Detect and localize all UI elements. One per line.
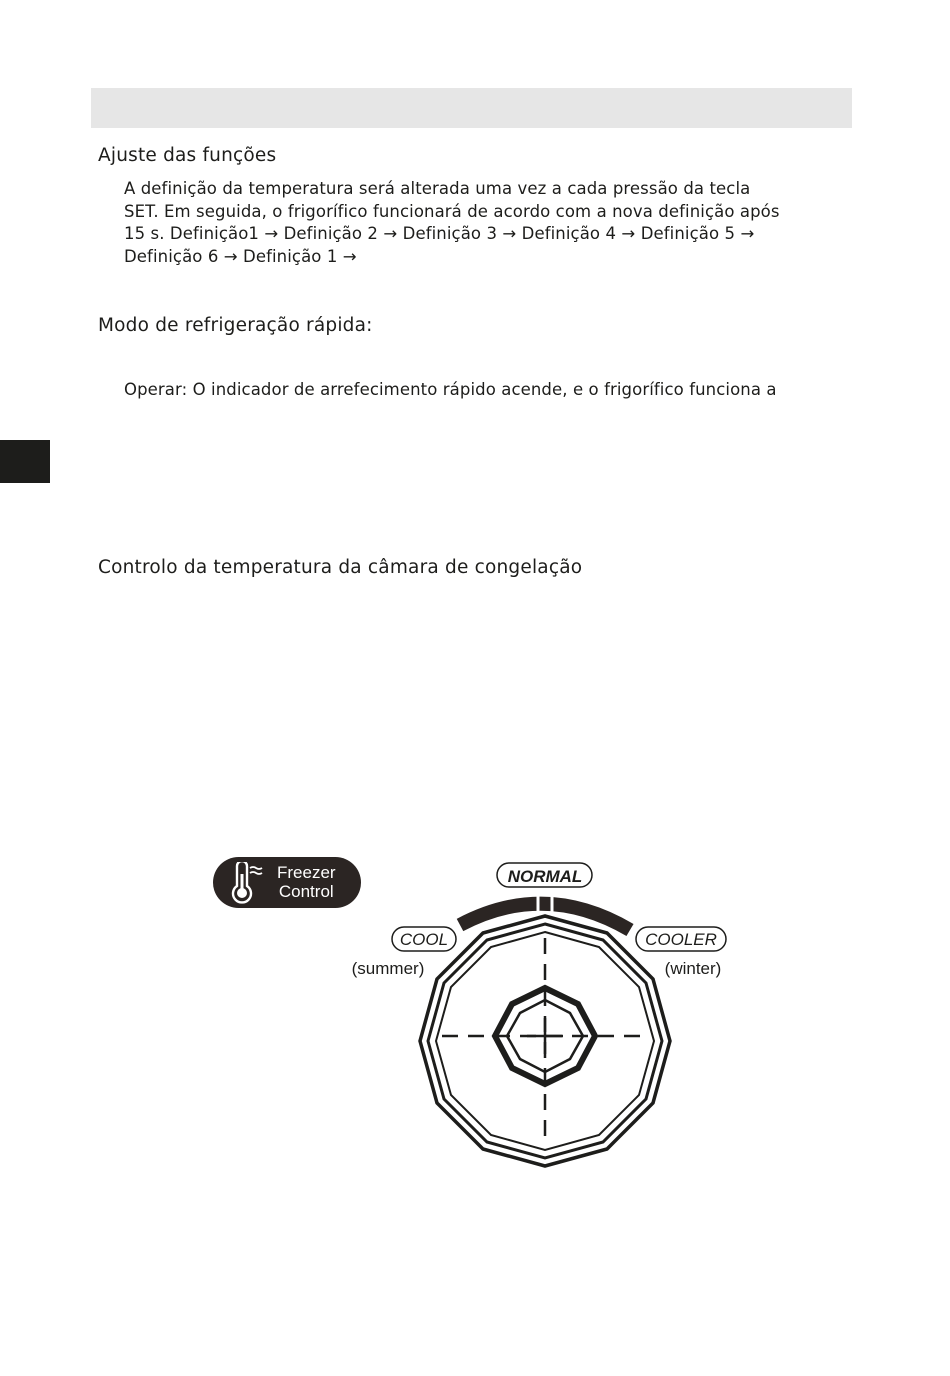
- functions-line: A definição da temperatura será alterada uma vez a cada pressão da tecla: [124, 179, 751, 198]
- functions-line: SET. Em seguida, o frigorífico funcionará de acordo com a nova definição após: [124, 201, 780, 221]
- cooler-sub-label: (winter): [664, 959, 722, 978]
- badge-line-1: Freezer: [277, 863, 336, 882]
- cool-sub-label: (summer): [351, 959, 425, 978]
- functions-line: Definição 6 → Definição 1 →: [124, 247, 357, 267]
- cool-label: COOL: [399, 930, 449, 949]
- cooler-label: COOLER: [645, 930, 717, 949]
- badge-line-2: Control: [278, 882, 334, 901]
- header-bar: [91, 88, 852, 128]
- side-tab-marker: [0, 440, 50, 483]
- fast-cooling-paragraph: [124, 379, 859, 402]
- functions-paragraph: [124, 178, 859, 269]
- functions-line: 15 s. Definição1 → Definição 2 → Definição 3 → Definição 4 → Definição 5 →: [124, 224, 755, 244]
- dial-knob[interactable]: [420, 916, 670, 1166]
- normal-label: NORMAL: [507, 867, 583, 886]
- section-title-freezer-temp: Controlo da temperatura da câmara de congelação: [98, 557, 583, 578]
- freezer-temperature-dial[interactable]: [330, 850, 740, 1170]
- section-title-fast-cooling: Modo de refrigeração rápida:: [98, 315, 373, 336]
- fast-cooling-line: Operar: O indicador de arrefecimento rápido acende, e o frigorífico funciona a: [124, 380, 777, 399]
- thermometer-icon: [225, 862, 265, 904]
- section-title-functions: Ajuste das funções: [98, 145, 277, 166]
